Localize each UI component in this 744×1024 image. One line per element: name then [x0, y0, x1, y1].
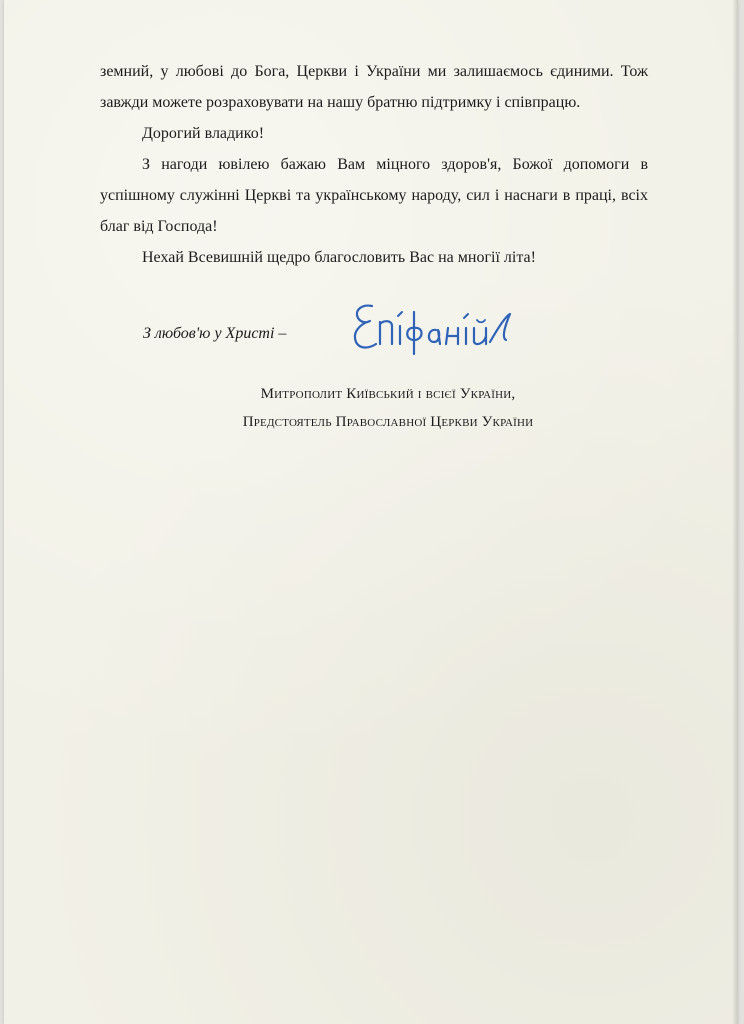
signatory-title: Митрополит Київський і всієї України,: [260, 386, 516, 402]
paragraph-blessing: Нехай Всевишній щедро благословить Вас на многії літа!: [142, 249, 536, 266]
page-edge-shadow: [732, 0, 738, 1024]
letter-body: [100, 56, 648, 273]
signatory-position: Предстоятель Православної Церкви України: [242, 414, 534, 430]
paragraph-wishes: З нагоди ювілею бажаю Вам міцного здоров'я, Божої допомоги в успішному служінні Церкві та українському народу, сил і наснаги в праці, всіх благ від Господа!: [100, 156, 648, 235]
handwritten-signature: [334, 288, 534, 368]
closing-phrase: З любов'ю у Христі –: [143, 325, 287, 342]
paragraph-greeting: Дорогий владико!: [142, 125, 265, 142]
letter-page: [4, 0, 738, 1024]
paragraph-continuation: земний, у любові до Бога, Церкви і України ми залишаємось єдиними. Тож завжди можете розраховувати на нашу братню підтримку і співпрацю.: [100, 63, 648, 111]
